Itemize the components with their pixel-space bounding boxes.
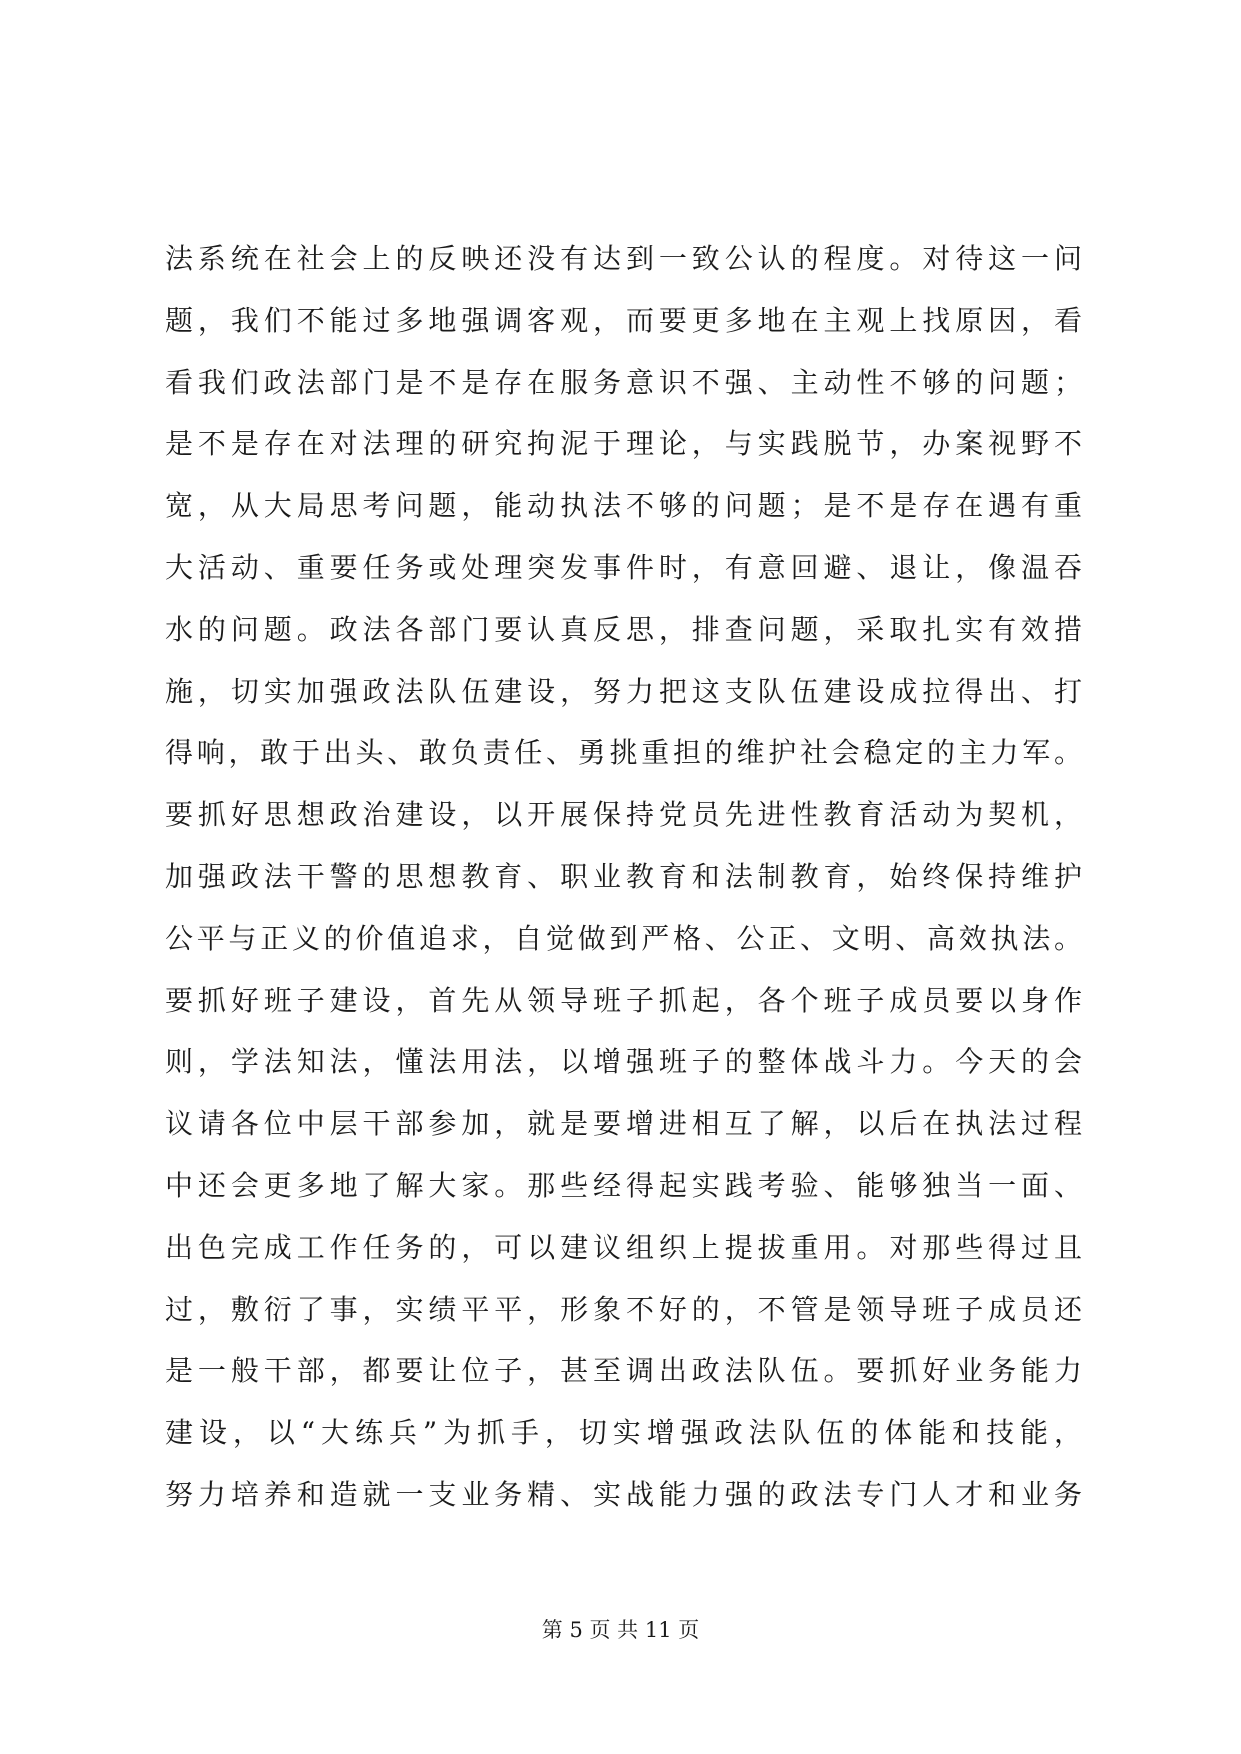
text-line: 议请各位中层干部参加，就是要增进相互了解，以后在执法过程 xyxy=(165,1107,1085,1141)
text-line: 题，我们不能过多地强调客观，而要更多地在主观上找原因，看 xyxy=(165,303,1085,337)
text-line: 看我们政法部门是不是存在服务意识不强、主动性不够的问题； xyxy=(165,365,1085,399)
text-line: 得响，敢于出头、敢负责任、勇挑重担的维护社会稳定的主力军。 xyxy=(165,736,1085,770)
text-line: 是不是存在对法理的研究拘泥于理论，与实践脱节，办案视野不 xyxy=(165,427,1085,461)
text-line: 大活动、重要任务或处理突发事件时，有意回避、退让，像温吞 xyxy=(165,550,1085,584)
body-text xyxy=(165,228,1085,1526)
text-line: 过，敷衍了事，实绩平平，形象不好的，不管是领导班子成员还 xyxy=(165,1292,1085,1326)
text-line: 出色完成工作任务的，可以建议组织上提拔重用。对那些得过且 xyxy=(165,1230,1085,1264)
text-line: 要抓好班子建设，首先从领导班子抓起，各个班子成员要以身作 xyxy=(165,983,1085,1017)
text-line: 公平与正义的价值追求，自觉做到严格、公正、文明、高效执法。 xyxy=(165,921,1085,955)
text-line: 努力培养和造就一支业务精、实战能力强的政法专门人才和业务 xyxy=(165,1477,1085,1511)
text-line: 施，切实加强政法队伍建设，努力把这支队伍建设成拉得出、打 xyxy=(165,674,1085,708)
text-line: 要抓好思想政治建设，以开展保持党员先进性教育活动为契机， xyxy=(165,798,1085,832)
text-line: 则，学法知法，懂法用法，以增强班子的整体战斗力。今天的会 xyxy=(165,1045,1085,1079)
page-number-footer: 第 5 页 共 11 页 xyxy=(541,1618,700,1642)
text-line: 加强政法干警的思想教育、职业教育和法制教育，始终保持维护 xyxy=(165,859,1085,893)
text-line: 建设，以“大练兵”为抓手，切实增强政法队伍的体能和技能， xyxy=(165,1416,1085,1450)
text-line: 中还会更多地了解大家。那些经得起实践考验、能够独当一面、 xyxy=(165,1168,1085,1202)
text-line: 宽，从大局思考问题，能动执法不够的问题；是不是存在遇有重 xyxy=(165,489,1085,523)
text-line: 法系统在社会上的反映还没有达到一致公认的程度。对待这一问 xyxy=(165,242,1085,275)
text-line: 是一般干部，都要让位子，甚至调出政法队伍。要抓好业务能力 xyxy=(165,1354,1085,1388)
text-line: 水的问题。政法各部门要认真反思，排查问题，采取扎实有效措 xyxy=(165,612,1085,646)
